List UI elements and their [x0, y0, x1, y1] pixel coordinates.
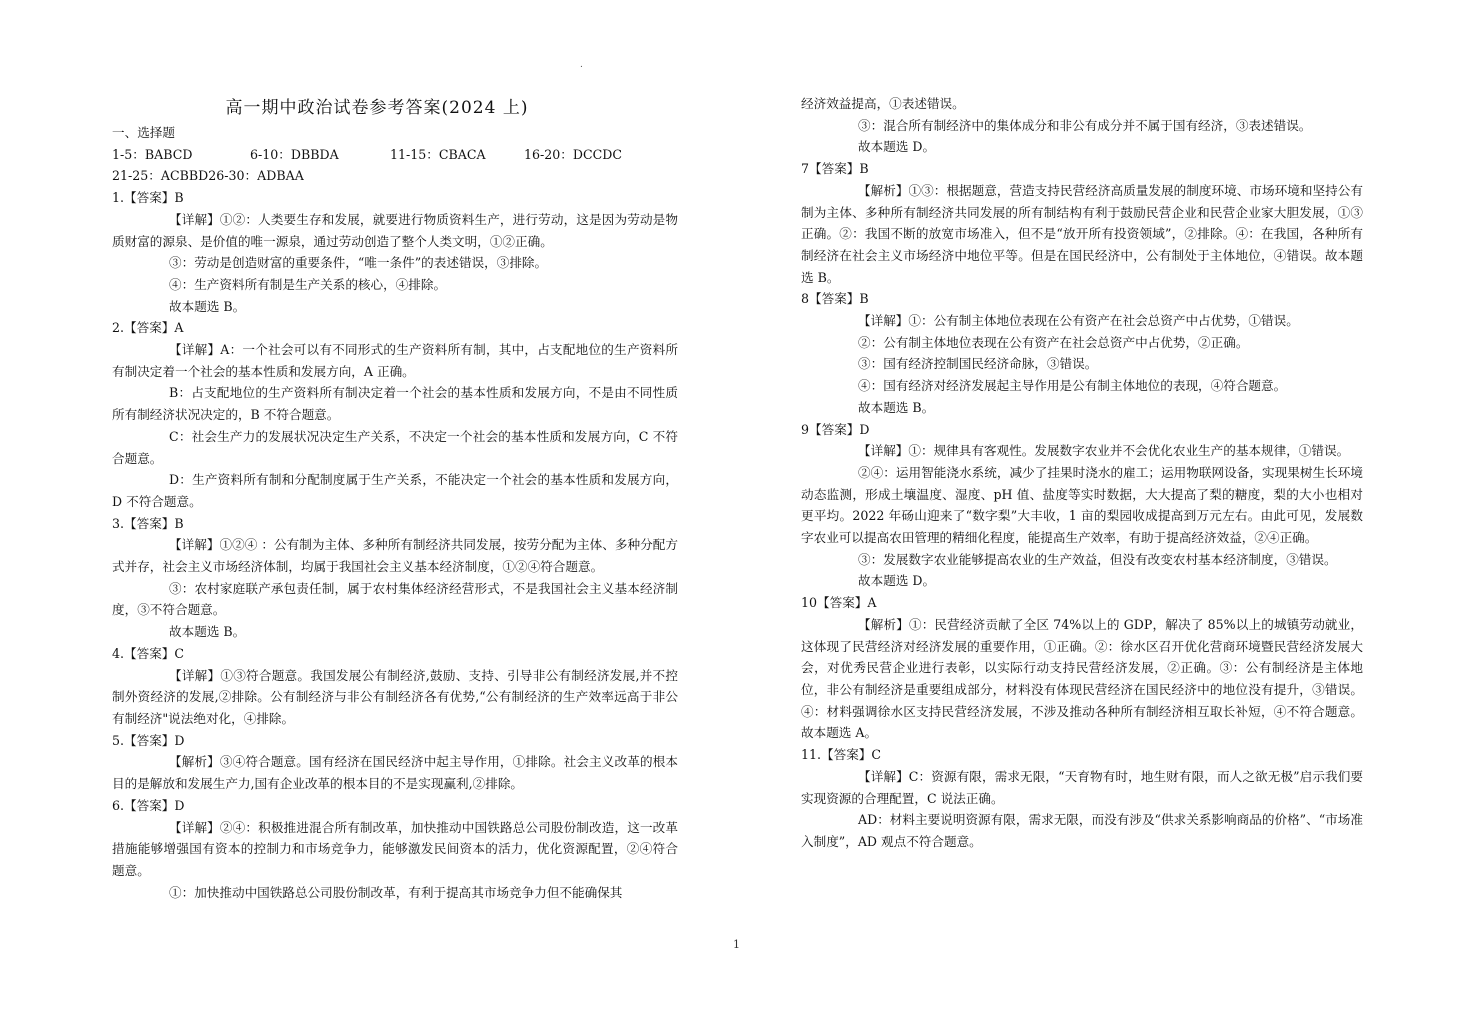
- explanation-paragraph: ①：加快推动中国铁路总公司股份制改革，有利于提高其市场竞争力但不能确保其: [169, 884, 623, 900]
- explanation-paragraph: 【解析】①：民营经济贡献了全区 74%以上的 GDP，解决了 85%以上的城镇劳动就业，这体现了民营经济对经济发展的重要作用，①正确。②：徐水区召开优化营商环境暨民营经济发展大会，对优秀民营企业进行表彰，以实际行动支持民营经济发展，②正确。③：公有制经济是主体地位，非公有制经济是重要组成部分，材料没有体现民营经济在国民经济中的地位没有提升，③错误。④：材料强调徐水区支持民营经济发展，不涉及推动各种所有制经济相互取长补短，④不符合题意。故本题选 A。: [801, 616, 1363, 741]
- question-answer-heading: 7【答案】B: [801, 161, 869, 177]
- explanation-paragraph: 【详解】C：资源有限，需求无限，“天育物有时，地生财有限，而人之欲无极”启示我们要实现资源的合理配置，C 说法正确。: [801, 768, 1363, 806]
- explanation-paragraph: 【详解】①③符合题意。我国发展公有制经济,鼓励、支持、引导非公有制经济发展,并不控制外资经济的发展,②排除。公有制经济与非公有制经济各有优势,“公有制经济的生产效率远高于非公有制经济"说法绝对化，④排除。: [112, 667, 678, 726]
- explanation-line: ④：国有经济对经济发展起主导作用是公有制主体地位的表现，④符合题意。: [858, 378, 1287, 394]
- answer-key-row-2: [112, 165, 678, 187]
- question-answer-heading: 4.【答案】C: [112, 645, 185, 661]
- question-answer-heading: 5.【答案】D: [112, 732, 185, 748]
- question-answer-heading: 9【答案】D: [801, 421, 870, 437]
- answer-key-11-15: 11-15：CBACA: [390, 146, 486, 162]
- section-label: 一、选择题: [112, 125, 175, 140]
- explanation-paragraph: 【解析】①③：根据题意，营造支持民营经济高质量发展的制度环境、市场环境和坚持公有制为主体、多种所有制经济共同发展的所有制结构有利于鼓励民营企业和民营企业家大胆发展，①③正确。②：我国不断的放宽市场准入，但不是“放开所有投资领域”，②排除。④：在我国，各种所有制经济在社会主义市场经济中地位平等。但是在国民经济中，公有制处于主体地位，④错误。故本题选 B。: [801, 182, 1363, 285]
- question-answer-heading: 6.【答案】D: [112, 797, 185, 813]
- answer-key-16-20: 16-20：DCCDC: [524, 146, 623, 162]
- question-answer-heading: 2.【答案】A: [112, 320, 184, 336]
- explanation-paragraph: ③：农村家庭联产承包责任制，属于农村集体经济经营形式，不是我国社会主义基本经济制度，③不符合题意。: [112, 580, 678, 618]
- explanation-line: 故本题选 B。: [169, 624, 246, 640]
- right-column: [801, 94, 1363, 853]
- explanation-paragraph: 【详解】②④：积极推进混合所有制改革，加快推动中国铁路总公司股份制改造，这一改革措施能够增强国有资本的控制力和市场竞争力，能够激发民间资本的活力，优化资源配置，②④符合题意。: [112, 819, 678, 878]
- question-answer-heading: 1.【答案】B: [112, 190, 184, 206]
- explanation-line: ②：公有制主体地位表现在公有资产在社会总资产中占优势，②正确。: [858, 334, 1249, 350]
- explanation-line: ③：劳动是创造财富的重要条件，“唯一条件”的表述错误，③排除。: [169, 255, 548, 271]
- page-title: 高一期中政治试卷参考答案(2024 上): [225, 98, 529, 118]
- explanation-paragraph: ③：发展数字农业能够提高农业的生产效益，但没有改变农村基本经济制度，③错误。: [858, 551, 1337, 567]
- page-number: 1: [733, 938, 740, 951]
- question-answer-heading: 10【答案】A: [801, 595, 877, 611]
- question-answer-heading: 3.【答案】B: [112, 515, 184, 531]
- explanation-line: 故本题选 B。: [858, 399, 935, 415]
- explanation-line: ④：生产资料所有制是生产关系的核心，④排除。: [169, 276, 447, 292]
- explanation-line: 故本题选 B。: [169, 298, 246, 314]
- explanation-paragraph: ③：混合所有制经济中的集体成分和非公有成分并不属于国有经济，③表述错误。: [858, 117, 1312, 133]
- explanation-paragraph: 【详解】①：公有制主体地位表现在公有资产在社会总资产中占优势，①错误。: [858, 313, 1299, 329]
- left-column: [112, 94, 678, 903]
- answer-key-6-10: 6-10：DBBDA: [250, 146, 339, 162]
- explanation-paragraph: B：占支配地位的生产资料所有制决定着一个社会的基本性质和发展方向，不是由不同性质所有制经济状况决定的，B 不符合题意。: [112, 385, 678, 423]
- explanation-line: 故本题选 D。: [858, 573, 936, 589]
- question-answer-heading: 11.【答案】C: [801, 747, 882, 763]
- explanation-paragraph: AD：材料主要说明资源有限，需求无限，而没有涉及“供求关系影响商品的价格”、“市场准入制度”，AD 观点不符合题意。: [801, 812, 1363, 849]
- answer-key-21-25: 21-25：ACBBD: [112, 168, 209, 184]
- explanation-paragraph: 【解析】③④符合题意。国有经济在国民经济中起主导作用，①排除。社会主义改革的根本目的是解放和发展生产力,国有企业改革的根本目的不是实现赢利,②排除。: [112, 754, 678, 792]
- explanation-continuation: 经济效益提高，①表述错误。: [801, 96, 965, 111]
- explanation-line: ③：国有经济控制国民经济命脉，③错误。: [858, 356, 1098, 372]
- answer-key-row-1: [112, 144, 678, 166]
- explanation-paragraph: ②④：运用智能浇水系统，减少了挂果时浇水的雇工；运用物联网设备，实现果树生长环境动态监测，形成土壤温度、湿度、pH 值、盐度等实时数据，大大提高了梨的糖度，梨的大小也相对更平均。2022 年砀山迎来了“数字梨”大丰收，1 亩的梨园收成提高到万元左右。由此可见，发展数字农业可以提高农田管理的精细化程度，能提高生产效率，有助于提高经济效益，②④正确。: [801, 464, 1363, 546]
- answer-key-1-5: 1-5：BABCD: [112, 146, 193, 162]
- explanation-paragraph: C：社会生产力的发展状况决定生产关系，不决定一个社会的基本性质和发展方向，C 不符合题意。: [112, 428, 678, 466]
- explanation-paragraph: D：生产资料所有制和分配制度属于生产关系，不能决定一个社会的基本性质和发展方向，D 不符合题意。: [112, 472, 678, 509]
- left-answer-body: [112, 187, 678, 903]
- explanation-paragraph: 【详解】①：规律具有客观性。发展数字农业并不会优化农业生产的基本规律，①错误。: [858, 443, 1350, 459]
- explanation-paragraph: 【详解】①②④ ：公有制为主体、多种所有制经济共同发展，按劳分配为主体、多种分配方式并存，社会主义市场经济体制，均属于我国社会主义基本经济制度，①②④符合题意。: [112, 537, 678, 575]
- header-dot: .: [580, 60, 583, 70]
- explanation-paragraph: 【详解】A：一个社会可以有不同形式的生产资料所有制，其中，占支配地位的生产资料所有制决定着一个社会的基本性质和发展方向，A 正确。: [112, 342, 678, 379]
- right-answer-body: [801, 93, 1363, 853]
- explanation-paragraph: 【详解】①②：人类要生存和发展，就要进行物质资料生产，进行劳动，这是因为劳动是物质财富的源泉、是价值的唯一源泉，通过劳动创造了整个人类文明，①②正确。: [112, 211, 678, 249]
- explanation-line: 故本题选 D。: [858, 139, 936, 155]
- answer-key-26-30: 26-30：ADBAA: [208, 168, 304, 184]
- question-answer-heading: 8【答案】B: [801, 291, 869, 307]
